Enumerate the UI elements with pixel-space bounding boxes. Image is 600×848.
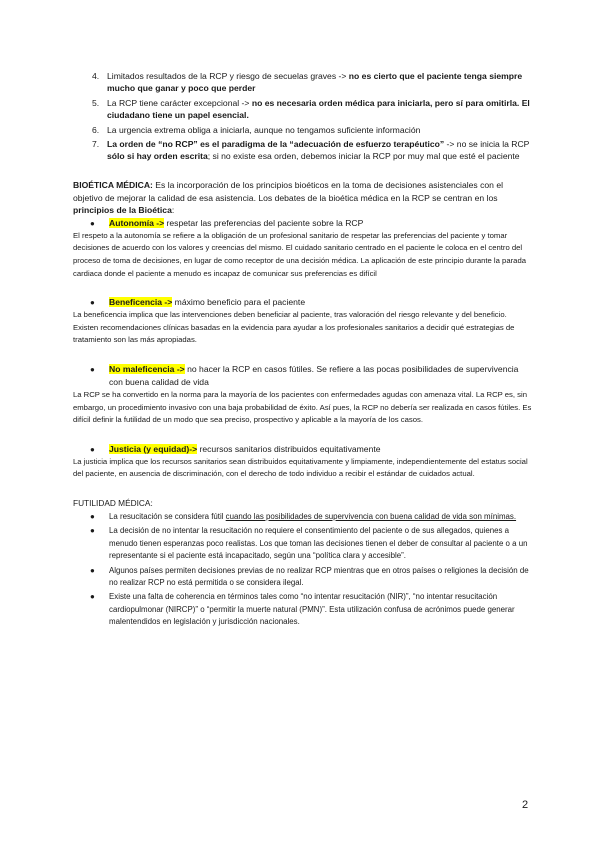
list-item-7 xyxy=(73,138,533,162)
list-text: Limitados resultados de la RCP y riesgo de secuelas graves -> xyxy=(107,71,349,81)
list-text: -> no se inicia la RCP xyxy=(444,139,530,150)
principle-label: No maleficencia -> xyxy=(109,363,185,374)
bullet-dot: ● xyxy=(90,511,95,521)
bioetica-heading: BIOÉTICA MÉDICA: xyxy=(73,179,153,190)
list-text-bold: La orden de “no RCP” es el paradigma de la “adecuación de esfuerzo terapéutico” xyxy=(107,139,445,150)
futilidad-title: FUTILIDAD MÉDICA: xyxy=(73,497,153,508)
page-number: 2 xyxy=(522,799,529,811)
futilidad-item xyxy=(73,525,533,562)
principle-justicia xyxy=(73,443,533,456)
bullet-dot: ● xyxy=(90,592,95,602)
list-text: La urgencia extrema obliga a iniciarla, aunque no tengamos suficiente información xyxy=(107,124,421,135)
list-text-bold: no es cierto que el paciente tenga siempre mucho que ganar y poco que perder xyxy=(107,71,523,94)
principle-body: La justicia implica que los recursos sanitarios sean distribuidos equitativamente y limpiamente, independientemente del estatus social del paciente, en ausencia de discriminación, con el derecho de todo individuo a recibir el estándar de cuidados actual. xyxy=(73,456,528,479)
principle-text: máximo beneficio para el paciente xyxy=(172,297,306,308)
principle-label: Autonomía -> xyxy=(109,217,165,228)
bioetica-intro-text: Es la incorporación de los principios bioéticos en la toma de decisiones asistenciales con el objetivo de mejorar la calidad de esa asistencia. Los debates de la bioética médica en la RCP se centran en los xyxy=(73,179,504,203)
list-number: 4. xyxy=(92,71,100,81)
futilidad-item xyxy=(73,511,533,523)
futilidad-text: La resucitación se considera fútil xyxy=(109,511,226,521)
bullet-dot: ● xyxy=(90,565,95,575)
list-text-bold: sólo si hay orden escrita xyxy=(107,151,208,162)
bullet-dot: ● xyxy=(90,444,95,454)
list-text: ; si no existe esa orden, debemos iniciar la RCP por muy mal que esté el paciente xyxy=(207,151,520,162)
bioetica-intro xyxy=(73,179,533,217)
futilidad-text: Algunos países permiten decisiones previas de no realizar RCP mientras que en otros países o religiones la decisión de no realizar RCP no está permitida o se considera ilegal. xyxy=(109,565,529,587)
principle-no-maleficencia xyxy=(73,363,533,389)
principle-text: no hacer la RCP en casos fútiles. Se refiere a las pocas posibilidades de supervivencia con buena calidad de vida xyxy=(109,363,519,387)
principle-label: Beneficencia -> xyxy=(109,297,173,308)
bullet-dot: ● xyxy=(90,364,95,374)
bullet-dot: ● xyxy=(90,298,95,308)
list-item-5 xyxy=(73,97,533,121)
principle-body: El respeto a la autonomía se refiere a la obligación de un profesional sanitario de respetar las preferencias del paciente y tomar decisiones de acuerdo con los valores y creencias del mismo. El cuidado sanitario centrado en el paciente le coloca en el centro del proceso de toma de decisiones, en lugar de como receptor de una decisión médica. La aplicación de este principio durante la parada cardiaca donde el paciente a menudo es incapaz de comunicar sus preferencias es difícil xyxy=(73,230,526,278)
list-number: 6. xyxy=(92,124,100,135)
list-number: 5. xyxy=(92,97,100,108)
principle-body: La RCP se ha convertido en la norma para la mayoría de los pacientes con enfermedades agudas con amenaza vital. La RCP es, sin embargo, un procedimiento invasivo con una baja probabilidad de éxito. Así pues, la RCP no debería ser realizada en casos fútiles. Es difícil definir la futilidad de un modo que sea preciso, prospectivo y aplicable a la mayoría de los casos. xyxy=(73,389,532,425)
bioetica-intro-end: : xyxy=(171,205,175,216)
bullet-dot: ● xyxy=(90,526,95,536)
list-text: La RCP tiene carácter excepcional -> xyxy=(107,97,252,108)
futilidad-text: Existe una falta de coherencia en términos tales como “no intentar resucitación (NIR)”, “no intentar resucitación cardiopulmonar (NIRCP)” o “permitir la muerte natural (PMN)”. Esta utilización confusa de acrónimos puede generar malentendidos en legislación y jurisdicción nacionales. xyxy=(109,592,515,627)
page-content xyxy=(73,70,533,631)
bioetica-intro-bold: principios de la Bioética xyxy=(73,205,172,216)
list-text-bold: no es necesaria orden médica para iniciarla, pero sí para omitirla. El ciudadano tiene un papel esencial. xyxy=(107,97,530,120)
principle-text: respetar las preferencias del paciente sobre la RCP xyxy=(164,217,364,228)
principle-body: La beneficencia implica que las intervenciones deben beneficiar al paciente, tras valoración del riesgo relevante y del beneficio. Existen recomendaciones clínicas basadas en la evidencia para ayudar a los profesionales sanitarios a decidir qué estrategias de tratamiento son las más apropiadas. xyxy=(73,310,515,345)
list-item-4 xyxy=(73,70,533,94)
principle-label: Justicia (y equidad)-> xyxy=(109,443,198,454)
principle-text: recursos sanitarios distribuidos equitativamente xyxy=(197,443,381,454)
bullet-dot: ● xyxy=(90,218,95,228)
principle-autonomia xyxy=(73,217,533,230)
numbered-list xyxy=(73,70,533,163)
futilidad-underlined: cuando las posibilidades de supervivencia con buena calidad de vida son mínimas. xyxy=(225,511,517,521)
futilidad-item xyxy=(73,591,533,628)
futilidad-text: La decisión de no intentar la resucitación no requiere el consentimiento del paciente o de sus allegados, quienes a menudo tienen esperanzas poco realistas. Los que toman las decisiones tienen el deber de consultar al paciente o a un representante si el paciente está incapacitado, según una “política clara y accesible”. xyxy=(109,526,528,561)
principle-beneficencia xyxy=(73,296,533,309)
list-item-6 xyxy=(73,124,533,136)
list-number: 7. xyxy=(92,139,100,150)
futilidad-item xyxy=(73,565,533,590)
